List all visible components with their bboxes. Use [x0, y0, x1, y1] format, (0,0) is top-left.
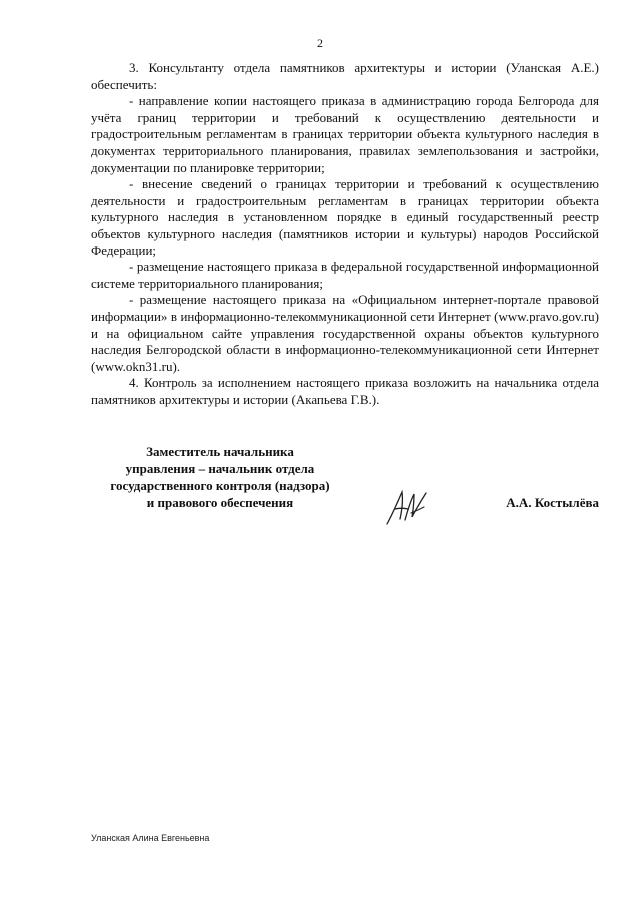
- executor-name: Уланская Алина Евгеньевна: [91, 833, 210, 843]
- signer-position-line: государственного контроля (надзора): [110, 478, 330, 493]
- signer-position-line: Заместитель начальника: [146, 444, 294, 459]
- paragraph-register-entry: - внесение сведений о границах территории и требований к осуществлению деятельности и градостроительным регламентам в границах территории объекта культурного наследия в установленном порядке в единый государственный реестр объектов культурного наследия (памятников истории и культуры) народов Российской Федерации;: [91, 176, 599, 258]
- signer-name: А.А. Костылёва: [506, 495, 599, 510]
- paragraph-item-4: 4. Контроль за исполнением настоящего приказа возложить на начальника отдела памятников архитектуры и истории (Акапьева Г.В.).: [91, 375, 599, 407]
- document-body: [91, 60, 599, 408]
- paragraph-item-3: 3. Консультанту отдела памятников архитектуры и истории (Уланская А.Е.) обеспечить:: [91, 60, 599, 92]
- paragraph-send-copy: - направление копии настоящего приказа в администрацию города Белгорода для учёта границ территории и требований к осуществлению деятельности и градостроительным регламентам в границах территории объекта культурного наследия в документах территориального планирования, правилах землепользования и застройки, документации по планировке территории;: [91, 93, 599, 175]
- paragraph-fgis-placement: - размещение настоящего приказа в федеральной государственной информационной системе территориального планирования;: [91, 259, 599, 291]
- signer-position: [91, 443, 349, 511]
- handwritten-signature: [383, 487, 431, 527]
- page-number: 2: [317, 36, 323, 50]
- paragraph-website-placement: - размещение настоящего приказа на «Официальном интернет-портале правовой информации» в информационно-телекоммуникационной сети Интернет (www.pravo.gov.ru) и на официальном сайте управления государственной охраны объектов культурного наследия Белгородской области в информационно-телекоммуникационной сети Интернет (www.okn31.ru).: [91, 292, 599, 374]
- signer-position-line: и правового обеспечения: [146, 495, 294, 510]
- signer-position-line: управления – начальник отдела: [125, 461, 315, 476]
- signature-block: [91, 443, 599, 523]
